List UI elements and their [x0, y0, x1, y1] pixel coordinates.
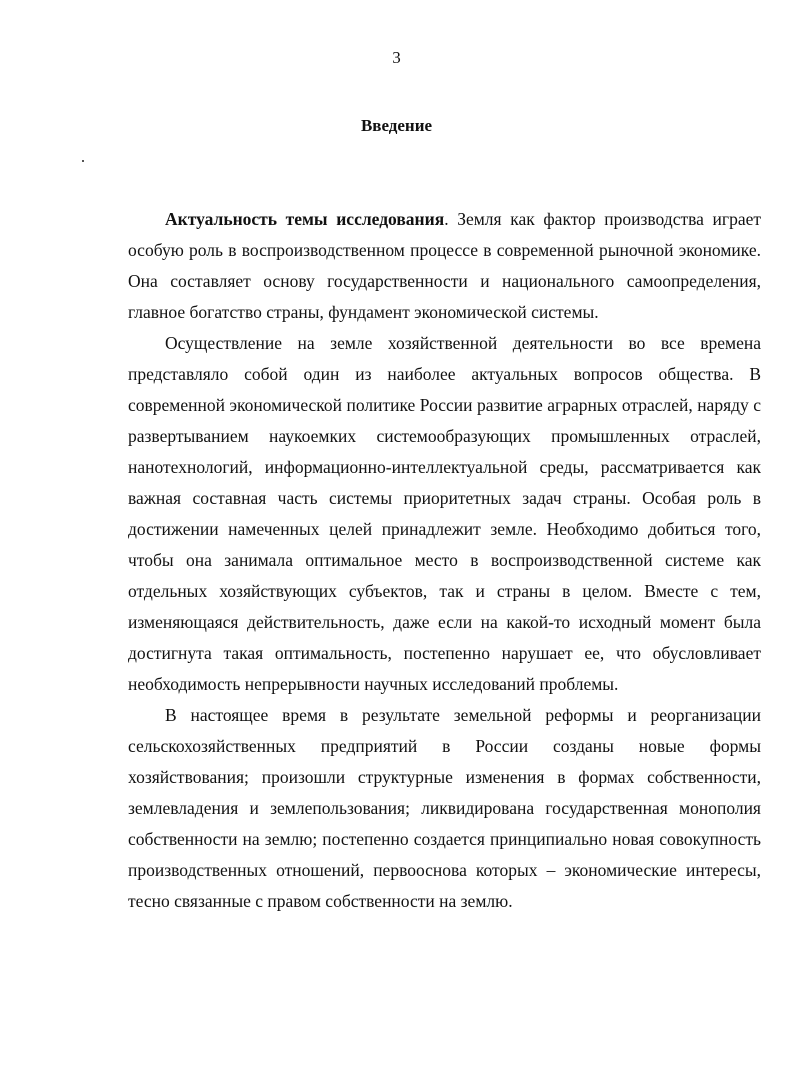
paragraph-relevance	[128, 204, 761, 328]
paragraph-land-reform	[128, 700, 761, 917]
paragraph-text: . Земля как фактор производства играет особую роль в воспроизводственном процессе в современной рыночной экономике. Она составляет основу государственности и национального самоопределения, главное богатство страны, фундамент экономической системы.	[128, 209, 761, 322]
paragraph-text: В настоящее время в результате земельной реформы и реорганизации сельскохозяйственных предприятий в России созданы новые формы хозяйствования; произошли структурные изменения в формах собственности, землевладения и землепользования; ликвидирована государственная монополия собственности на землю; постепенно создается принципиально новая совокупность производственных отношений, первооснова которых – экономические интересы, тесно связанные с правом собственности на землю.	[128, 705, 761, 911]
paragraph-land-activity	[128, 328, 761, 700]
paragraph-text: Осуществление на земле хозяйственной деятельности во все времена представляло собой один из наиболее актуальных вопросов общества. В современной экономической политике России развитие аграрных отраслей, наряду с развертыванием наукоемких системообразующих промышленных отраслей, нанотехнологий, информационно-интеллектуальной среды, рассматривается как важная составная часть системы приоритетных задач страны. Особая роль в достижении намеченных целей принадлежит земле. Необходимо добиться того, чтобы она занимала оптимальное место в воспроизводственной системе как отдельных хозяйствующих субъектов, так и страны в целом. Вместе с тем, изменяющаяся действительность, даже если на какой-то исходный момент была достигнута такая оптимальность, постепенно нарушает ее, что обусловливает необходимость непрерывности научных исследований проблемы.	[128, 333, 761, 694]
paragraph-lead: Актуальность темы исследования	[165, 209, 445, 229]
page-number: 3	[392, 48, 401, 67]
body-text	[128, 204, 761, 917]
page-title: Введение	[360, 116, 433, 135]
scan-speck	[82, 160, 84, 162]
